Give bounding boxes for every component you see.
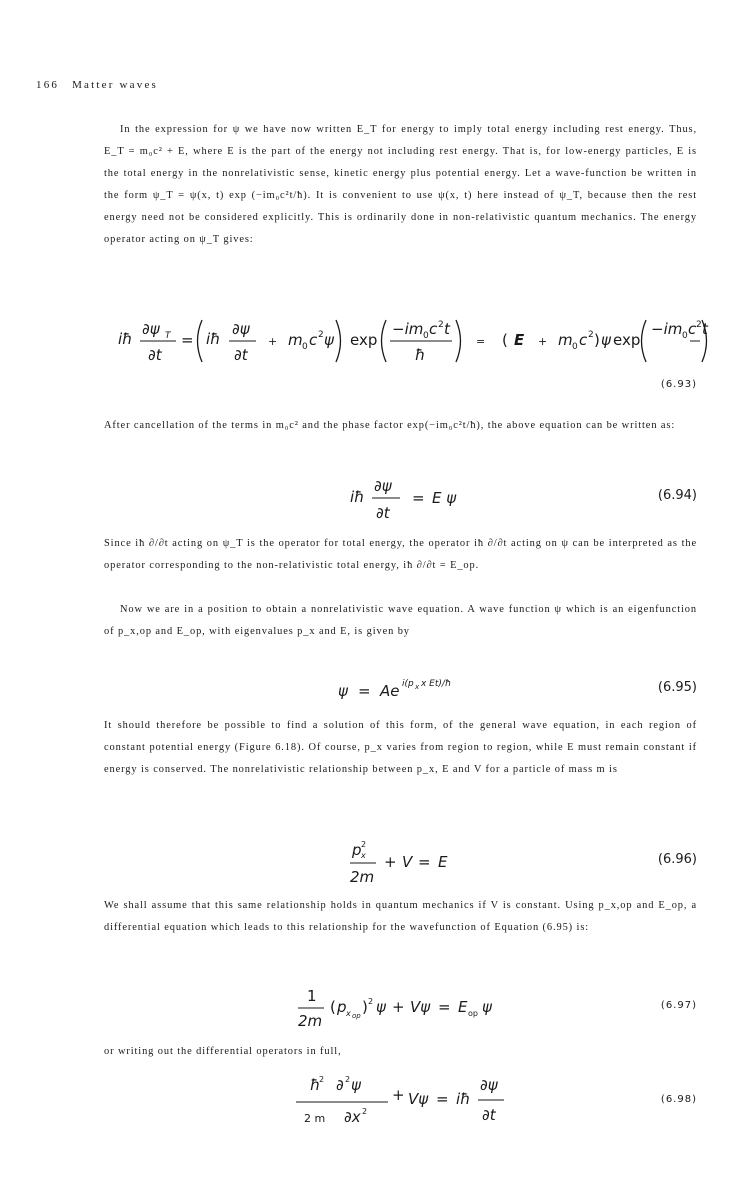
svg-text:∂ψ: ∂ψ (374, 477, 392, 495)
svg-text:2: 2 (362, 1107, 368, 1116)
equation-6-95 (338, 672, 518, 706)
svg-text:t: t (702, 320, 708, 338)
svg-text:op: op (352, 1012, 361, 1020)
svg-text:+: + (538, 335, 548, 348)
equation-number-6-97: (6.97) (660, 1000, 697, 1011)
svg-text:iħ: iħ (350, 488, 365, 506)
svg-text:x: x (346, 1009, 351, 1018)
equation-6-93-tail (690, 310, 720, 372)
svg-text:∂t: ∂t (482, 1106, 496, 1124)
svg-text:−im: −im (651, 320, 683, 338)
svg-text:2: 2 (318, 330, 324, 340)
svg-text:x Et)/ħ: x Et)/ħ (421, 679, 452, 689)
svg-text:∂t: ∂t (148, 346, 162, 364)
paragraph-2: After cancellation of the terms in m₀c² and the phase factor exp(−im₀c²t/ħ), the above equation can be written as: (104, 420, 676, 431)
svg-text:0: 0 (302, 342, 308, 352)
svg-text:ψ: ψ (601, 331, 611, 349)
svg-text:+: + (392, 998, 405, 1016)
paragraph-1: In the expression for ψ we have now written E_T for energy to imply total energy including rest energy. Thus, E_T = m₀c² + E, where E is the part of the energy not including rest energy. That is, for low-energy particles, E is the total energy in the nonrelativistic sense, kinetic energy plus potential energy. Let a wave-function be written in the form ψ_T = ψ(x, t) exp (−im₀c²t/ħ). It is convenient to use ψ(x, t) here instead of ψ_T, because then the rest energy need not be considered explicitly. This is ordinarily done in non-relativistic quantum mechanics. The energy operator acting on ψ_T gives: (104, 124, 697, 245)
svg-text:0: 0 (682, 331, 688, 341)
paragraph-5: It should therefore be possible to find a solution of this form, of the general wave equation, in each region of constant potential energy (Figure 6.18). Of course, p_x varies from region to region, while E must remain constant if energy is conserved. The nonrelativistic relationship between p_x, E and V for a particle of mass m is (104, 720, 697, 775)
paragraph-7: or writing out the differential operators in full, (104, 1046, 342, 1057)
svg-text:Vψ: Vψ (408, 1090, 429, 1108)
svg-text:∂t: ∂t (234, 346, 248, 364)
svg-text:=: = (412, 489, 425, 507)
svg-text:E: E (514, 331, 525, 349)
equation-6-96 (350, 836, 490, 888)
svg-text:): ) (594, 331, 600, 349)
svg-text:p: p (337, 998, 347, 1016)
svg-text:=: = (358, 682, 371, 700)
svg-text:ψ: ψ (482, 998, 492, 1016)
svg-text:0: 0 (572, 342, 578, 352)
svg-text:2 m: 2 m (304, 1112, 326, 1125)
equation-number-6-96: (6.96) (657, 852, 697, 867)
svg-text:p: p (352, 841, 362, 859)
page-number: 166 (36, 79, 60, 91)
svg-text:i(p: i(p (402, 679, 414, 689)
svg-text:+: + (384, 853, 397, 871)
equation-6-94 (350, 472, 490, 526)
svg-text:E ψ: E ψ (432, 489, 457, 507)
svg-text:): ) (362, 998, 368, 1016)
svg-text:exp: exp (350, 331, 378, 349)
svg-text:c: c (429, 320, 438, 338)
svg-text:T: T (165, 331, 171, 341)
svg-text:2: 2 (696, 320, 702, 330)
svg-text:2: 2 (368, 997, 374, 1006)
svg-text:∂ψ: ∂ψ (480, 1076, 498, 1094)
svg-text:m: m (558, 331, 573, 349)
svg-text:∂ψ: ∂ψ (142, 320, 160, 338)
svg-text:Ae: Ae (380, 682, 400, 700)
svg-text:2: 2 (361, 840, 367, 849)
equation-number-6-93: (6.93) (660, 379, 697, 390)
running-head (36, 79, 158, 91)
svg-text:iħ: iħ (206, 330, 221, 348)
svg-text:=: = (436, 1090, 449, 1108)
svg-text:V: V (402, 853, 413, 871)
svg-text:m: m (288, 331, 303, 349)
svg-text:(: ( (502, 331, 508, 349)
equation-6-93 (110, 310, 710, 372)
svg-text:1: 1 (307, 987, 317, 1005)
svg-text:ψ: ψ (324, 331, 334, 349)
svg-text:Vψ: Vψ (410, 998, 431, 1016)
svg-text:ħ: ħ (415, 346, 426, 364)
svg-text:∂t: ∂t (376, 504, 390, 522)
svg-text:∂x: ∂x (344, 1108, 361, 1126)
svg-text:∂ψ: ∂ψ (232, 320, 250, 338)
svg-text:2: 2 (588, 330, 594, 340)
paragraph-3: Since iħ ∂/∂t acting on ψ_T is the operator for total energy, the operator iħ ∂/∂t acting on ψ can be interpreted as the operator corresponding to the non-relativistic total energy, iħ ∂/∂t = E_op. (104, 538, 697, 571)
svg-text:∂: ∂ (336, 1076, 344, 1094)
svg-text:+: + (268, 335, 278, 348)
paragraph-6: We shall assume that this same relationship holds in quantum mechanics if V is constant. Using p_x,op and E_op, a differential equation which leads to this relationship for the wavefunction of Equation (6.95) is: (104, 900, 697, 933)
svg-text:E: E (438, 853, 448, 871)
svg-text:E: E (458, 998, 468, 1016)
svg-text:2: 2 (345, 1075, 351, 1084)
svg-text:ψ: ψ (351, 1076, 361, 1094)
svg-text:x: x (361, 851, 366, 860)
svg-text:=: = (476, 335, 486, 348)
equation-number-6-98: (6.98) (660, 1094, 697, 1105)
svg-text:c: c (309, 331, 318, 349)
equation-6-98 (296, 1070, 536, 1130)
svg-text:2m: 2m (298, 1012, 323, 1030)
svg-text:ψ: ψ (338, 682, 348, 700)
equation-number-6-94: (6.94) (657, 488, 697, 503)
svg-text:c: c (579, 331, 588, 349)
equation-number-6-95: (6.95) (657, 680, 697, 695)
equation-6-97 (298, 984, 528, 1032)
svg-text:2: 2 (438, 320, 444, 330)
svg-text:+: + (392, 1086, 405, 1104)
svg-text:−im: −im (392, 320, 424, 338)
svg-text:0: 0 (423, 331, 429, 341)
svg-text:(: ( (330, 998, 336, 1016)
svg-text:op: op (468, 1009, 478, 1018)
svg-text:=: = (418, 853, 431, 871)
svg-text:c: c (688, 320, 697, 338)
svg-text:=: = (181, 331, 194, 349)
running-title: Matter waves (72, 79, 159, 91)
svg-text:iħ: iħ (118, 330, 133, 348)
paragraph-4: Now we are in a position to obtain a nonrelativistic wave equation. A wave function ψ which is an eigenfunction of p_x,op and E_op, with eigenvalues p_x and E, is given by (104, 604, 697, 637)
svg-text:ψ: ψ (376, 998, 386, 1016)
svg-text:2m: 2m (350, 868, 375, 886)
svg-text:iħ: iħ (456, 1090, 471, 1108)
svg-text:t: t (444, 320, 450, 338)
svg-text:=: = (438, 998, 451, 1016)
svg-text:ħ: ħ (310, 1076, 321, 1094)
svg-text:exp: exp (613, 331, 641, 349)
svg-text:x: x (415, 683, 420, 691)
svg-text:2: 2 (319, 1075, 325, 1084)
